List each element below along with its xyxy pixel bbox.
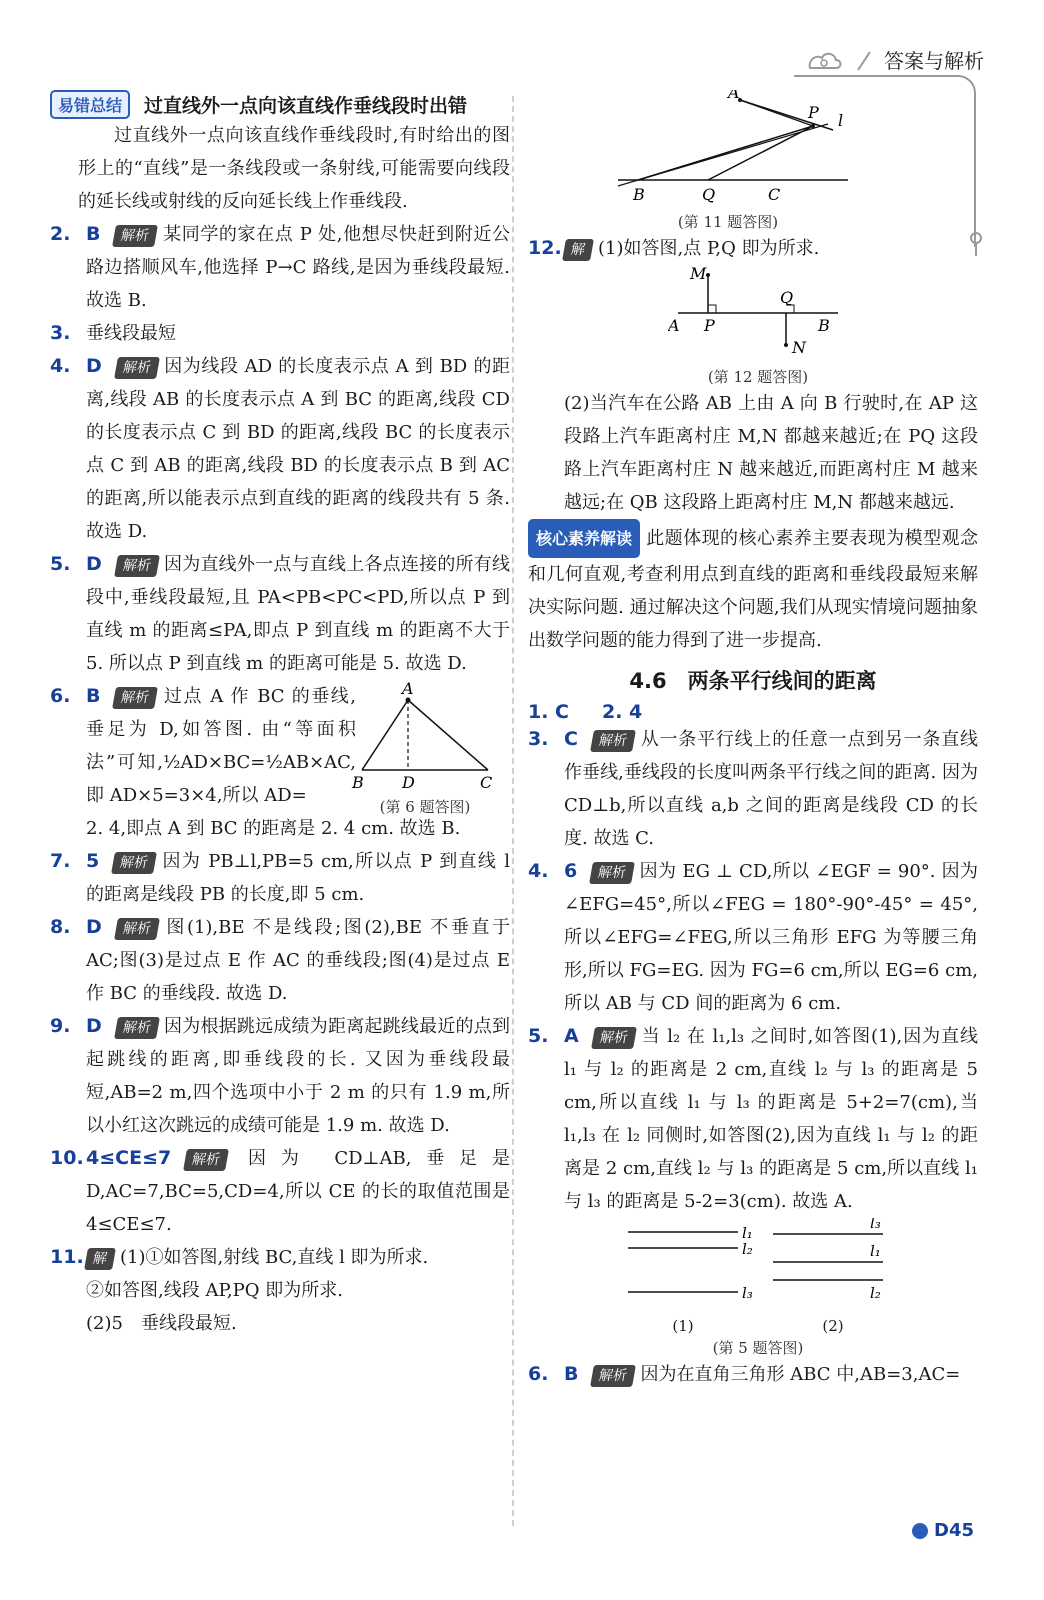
- label-C: C: [768, 185, 781, 204]
- figure-11: [598, 90, 978, 232]
- triangle-figure: [350, 680, 500, 790]
- question-4: [50, 350, 510, 548]
- core-badge: 核心素养解读: [528, 519, 640, 558]
- right-column: [528, 90, 978, 1391]
- q-text: 因为直线外一点与直线上各点连接的所有线段中,垂线段最短,且 PA<PB<PC<PD,所以点 P 到直线 m 的距离≤PA,即点 P 到直线 m 的距离不大于 5. 所以点 P 到直线 m 的距离可能是 5. 故选 D.: [86, 554, 510, 674]
- figure-12-caption: (第 12 题答图): [707, 368, 809, 386]
- q-answer: A: [564, 1025, 579, 1047]
- analysis-tag: 解析: [591, 1027, 637, 1049]
- q-text: 因为 CD⊥AB,垂足是 D,AC=7,BC=5,CD=4,所以 CE 的长的取值范围是 4≤CE≤7.: [86, 1148, 510, 1235]
- fig5-l2: l₂: [742, 1240, 753, 1258]
- header-title: 答案与解析: [884, 49, 984, 73]
- fig5-l3: l₃: [742, 1284, 753, 1302]
- label-C: C: [480, 773, 493, 790]
- figure-12: [668, 265, 978, 387]
- fig5-l1: l₁: [742, 1224, 753, 1242]
- q-number: 3.: [528, 728, 549, 750]
- question-6: [528, 1358, 978, 1391]
- figure-5-caption: (第 5 题答图): [712, 1339, 804, 1357]
- q-answer: B: [86, 223, 101, 245]
- figure-11-diagram: [598, 90, 858, 205]
- figure-5-sublabels: [608, 1317, 908, 1335]
- figure-6: [350, 680, 500, 817]
- q-number: 5.: [50, 553, 71, 575]
- q-number: 11.: [50, 1246, 84, 1268]
- analysis-tag: 解析: [113, 687, 159, 709]
- figure-5-diagram: [608, 1218, 908, 1313]
- figure-6-caption: (第 6 题答图): [379, 798, 471, 816]
- q-text: 垂线段最短: [86, 323, 176, 344]
- fig5b-l2: l₂: [870, 1284, 881, 1302]
- q-number: 12.: [528, 237, 562, 259]
- q-number: 2.: [50, 223, 71, 245]
- label-l: l: [838, 111, 844, 130]
- question-7: [50, 845, 510, 911]
- q-number: 7.: [50, 850, 71, 872]
- summary-header: [50, 90, 510, 119]
- analysis-tag: 解析: [591, 1365, 637, 1387]
- label-B: B: [818, 316, 830, 335]
- page-number: [912, 1520, 974, 1541]
- fig5-sub2: (2): [822, 1317, 844, 1335]
- analysis-tag: 解析: [114, 555, 160, 577]
- analysis-tag: 解析: [114, 1017, 160, 1039]
- label-Q: Q: [702, 185, 716, 204]
- q-text: 当 l₂ 在 l₁,l₃ 之间时,如答图(1),因为直线 l₁ 与 l₂ 的距离是 2 cm,直线 l₂ 与 l₃ 的距离是 5 cm,所以直线 l₁ 与 l₃ 的距离是 5+2=7(cm),当 l₁,l₃ 在 l₂ 同侧时,如答图(2),因为直线 l₁ 与 l₂ 的距离是 2 cm,直线 l₂ 与 l₃ 的距离是 5 cm,所以直线 l₁ 与 l₃ 的距离是 5-2=3(cm). 故选 A.: [564, 1026, 978, 1212]
- figure-12-diagram: [668, 265, 848, 360]
- question-5: [50, 548, 510, 680]
- question-6-continued: 2. 4,即点 A 到 BC 的距离是 2. 4 cm. 故选 B.: [86, 818, 461, 839]
- q2-answer: 2. 4: [602, 701, 643, 723]
- label-A: A: [728, 90, 740, 102]
- q-text: 因为在直角三角形 ABC 中,AB=3,AC=: [640, 1364, 961, 1385]
- q-number: 4.: [50, 355, 71, 377]
- q-number: 3.: [50, 322, 71, 344]
- q-number: 4.: [528, 860, 549, 882]
- q-text: 图(1),BE 不是线段;图(2),BE 不垂直于 AC;图(3)是过点 E 作 AC 的垂线段;图(4)是过点 E 作 BC 的垂线段. 故选 D.: [86, 917, 510, 1004]
- q-number: 10.: [50, 1147, 84, 1169]
- q-answer: C: [564, 728, 578, 750]
- label-Q: Q: [780, 288, 794, 307]
- question-10: [50, 1142, 510, 1241]
- solution-tag: 解: [84, 1248, 116, 1270]
- label-A: A: [668, 316, 680, 335]
- q-text: 因为根据跳远成绩为距离起跳线最近的点到起跳线的距离,即垂线段的长. 又因为垂线段最短,AB=2 m,四个选项中小于 2 m 的只有 1.9 m,所以小红这次跳远的成绩可能是 1.9 m. 故选 D.: [86, 1016, 510, 1136]
- analysis-tag: 解析: [590, 730, 636, 752]
- label-D: D: [402, 773, 415, 790]
- q1-answer: 1. C: [528, 701, 569, 723]
- question-4: [528, 855, 978, 1020]
- q-text: 过点 A 作 BC 的垂线,垂足为 D,如答图. 由“等面积法”可知,½AD×BC=½AB×AC,即 AD×5=3×4,所以 AD=: [86, 686, 356, 806]
- q-text: 因为线段 AD 的长度表示点 A 到 BD 的距离,线段 AB 的长度表示点 A 到 BC 的距离,线段 CD 的长度表示点 C 到 BD 的距离,线段 BC 的长度表示点 C 到 AB 的距离,线段 BD 的长度表示点 B 到 AC 的距离,所以能表示点到直线的距离的线段共有 5 条. 故选 D.: [86, 356, 510, 542]
- q-text: 因为 PB⊥l,PB=5 cm,所以点 P 到直线 l 的距离是线段 PB 的长度,即 5 cm.: [86, 851, 510, 905]
- q-number: 8.: [50, 916, 71, 938]
- analysis-tag: 解析: [111, 852, 157, 874]
- question-6: [50, 680, 510, 816]
- q-answer: B: [86, 685, 101, 707]
- question-3: [528, 723, 978, 855]
- solution-tag: 解: [562, 239, 594, 261]
- label-B: B: [352, 773, 364, 790]
- page-dot-icon: [912, 1523, 928, 1539]
- label-A: A: [402, 680, 414, 698]
- analysis-tag: 解析: [589, 862, 635, 884]
- column-divider: [512, 96, 514, 1526]
- q-answer: D: [86, 916, 102, 938]
- q-answer: D: [86, 553, 102, 575]
- q-answer: 5: [86, 850, 100, 872]
- left-column: [50, 90, 510, 1340]
- fig5b-l3: l₃: [870, 1218, 881, 1232]
- q-text: (1)①如答图,射线 BC,直线 l 即为所求.: [120, 1247, 429, 1268]
- label-P: P: [808, 103, 819, 122]
- core-literacy: [528, 519, 978, 657]
- q-answer: 6: [564, 860, 578, 882]
- analysis-tag: 解析: [114, 357, 160, 379]
- q-text: (1)如答图,点 P,Q 即为所求.: [598, 238, 820, 259]
- q-answer: D: [86, 1015, 102, 1037]
- question-11-part3: (2)5 垂线段最短.: [86, 1313, 237, 1334]
- q-number: 5.: [528, 1025, 549, 1047]
- cloud-person-icon: [804, 46, 844, 74]
- q-answer: D: [86, 355, 102, 377]
- summary-badge: 易错总结: [50, 90, 130, 119]
- q-number: 6.: [50, 685, 71, 707]
- slash-icon: [854, 48, 874, 72]
- q-text: 某同学的家在点 P 处,他想尽快赶到附近公路边搭顺风车,他选择 P→C 路线,是因为垂线段最短. 故选 B.: [86, 224, 510, 311]
- page-number-text: D45: [934, 1520, 974, 1541]
- header: [804, 45, 984, 74]
- question-9: [50, 1010, 510, 1142]
- label-B: B: [633, 185, 645, 204]
- label-P: P: [704, 316, 715, 335]
- q-text: 因为 EG ⊥ CD,所以 ∠EGF = 90°. 因为∠EFG=45°,所以∠FEG = 180°-90°-45° = 45°,所以∠EFG=∠FEG,所以三角形 EFG 为等腰三角形,所以 FG=EG. 因为 FG=6 cm,所以 EG=6 cm,所以 AB 与 CD 间的距离为 6 cm.: [564, 861, 978, 1014]
- analysis-tag: 解析: [113, 225, 159, 247]
- fig5-sub1: (1): [672, 1317, 694, 1335]
- question-11: [50, 1241, 510, 1274]
- questions-1-2: [528, 701, 978, 723]
- label-N: N: [792, 338, 806, 357]
- left-items: [50, 218, 510, 1340]
- summary-text: 过直线外一点向该直线作垂线段时,有时给出的图形上的“直线”是一条线段或一条射线,可能需要向线段的延长线或射线的反向延长线上作垂线段.: [78, 125, 510, 212]
- question-3: [50, 317, 510, 350]
- analysis-tag: 解析: [183, 1149, 229, 1171]
- question-8: [50, 911, 510, 1010]
- core-text: 此题体现的核心素养主要表现为模型观念和几何直观,考查利用点到直线的距离和垂线段最短来解决实际问题. 通过解决这个问题,我们从现实情境问题抽象出数学问题的能力得到了进一步提高.: [528, 528, 978, 651]
- question-2: [50, 218, 510, 317]
- q-text: 从一条平行线上的任意一点到另一条直线作垂线,垂线段的长度叫两条平行线之间的距离. 因为 CD⊥b,所以直线 a,b 之间的距离是线段 CD 的长度. 故选 C.: [564, 729, 978, 849]
- section-title: 4.6 两条平行线间的距离: [629, 669, 877, 693]
- fig5b-l1: l₁: [870, 1242, 881, 1260]
- figure-11-caption: (第 11 题答图): [677, 213, 779, 231]
- figure-5: [608, 1218, 978, 1358]
- q-number: 9.: [50, 1015, 71, 1037]
- question-5: [528, 1020, 978, 1218]
- summary-title: 过直线外一点向该直线作垂线段时出错: [144, 95, 468, 117]
- label-M: M: [690, 265, 707, 283]
- q-answer: 4≤CE≤7: [86, 1147, 172, 1169]
- question-12-part2: (2)当汽车在公路 AB 上由 A 向 B 行驶时,在 AP 这段路上汽车距离村庄 M,N 都越来越近;在 PQ 这段路上汽车距离村庄 N 越来越近,而距离村庄 M 越来越远;在 QB 这段路上距离村庄 M,N 都越来越远.: [564, 393, 978, 513]
- analysis-tag: 解析: [114, 918, 160, 940]
- q-answer: B: [564, 1363, 579, 1385]
- question-12: [528, 232, 978, 265]
- q-number: 6.: [528, 1363, 549, 1385]
- question-11-part2: ②如答图,线段 AP,PQ 即为所求.: [86, 1280, 343, 1301]
